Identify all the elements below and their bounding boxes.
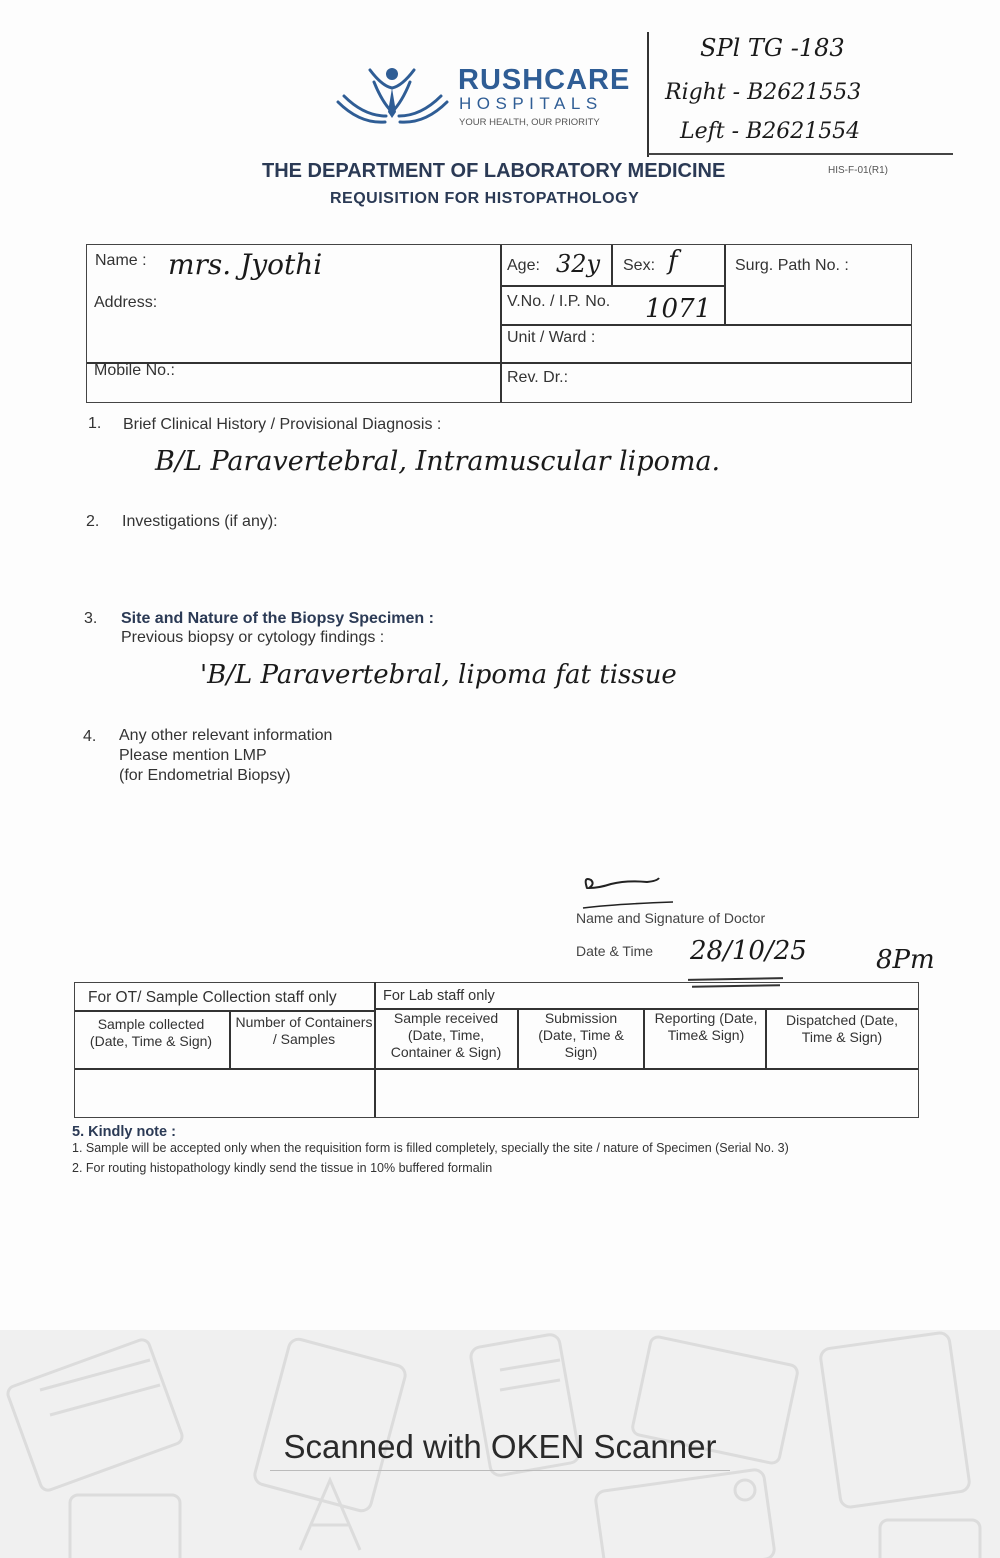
staff-table-divider — [374, 982, 376, 1117]
col-reporting: Reporting (Date, Time& Sign) — [654, 1010, 758, 1043]
ot-staff-header: For OT/ Sample Collection staff only — [88, 989, 337, 1006]
hospital-logo-icon — [330, 62, 455, 132]
patient-table-divider — [501, 285, 725, 287]
col-sample-received: Sample received (Date, Time, Container & Sign) — [390, 1010, 502, 1060]
clinical-history-label: Brief Clinical History / Provisional Diagnosis : — [123, 416, 442, 433]
time-value: 8Pm — [876, 945, 935, 975]
investigations-label: Investigations (if any): — [122, 513, 278, 530]
section-1-number: 1. — [88, 415, 102, 432]
other-info-label: Any other relevant information — [119, 727, 333, 744]
staff-table-divider — [229, 1010, 231, 1068]
date-time-label: Date & Time — [576, 943, 654, 959]
col-submission: Submission (Date, Time & Sign) — [538, 1010, 624, 1060]
biopsy-site-title: Site and Nature of the Biopsy Specimen : — [121, 610, 434, 627]
date-value: 28/10/25 — [690, 936, 807, 966]
patient-table-divider — [611, 245, 613, 285]
doctor-signature — [575, 866, 675, 914]
section-4-number: 4. — [83, 728, 97, 745]
patient-name-value: mrs. Jyothi — [168, 248, 323, 281]
age-value: 32y — [556, 250, 601, 278]
age-label: Age: — [507, 257, 540, 274]
sex-label: Sex: — [623, 257, 656, 274]
vno-value: 1071 — [645, 294, 712, 324]
patient-table-divider — [87, 362, 911, 364]
notes-title: 5. Kindly note : — [72, 1124, 176, 1140]
biopsy-site-value: 'B/L Paravertebral, lipoma fat tissue — [200, 660, 677, 690]
date-underline — [688, 977, 783, 981]
mobile-label: Mobile No.: — [94, 362, 175, 379]
endometrial-label: (for Endometrial Biopsy) — [119, 767, 291, 784]
right-specimen-number: Right - B2621553 — [665, 80, 862, 105]
left-specimen-number: Left - B2621554 — [680, 119, 861, 144]
department-title: THE DEPARTMENT OF LABORATORY MEDICINE — [262, 160, 726, 182]
handwritten-box-underline — [648, 153, 953, 155]
note-item-1: 1. Sample will be accepted only when the requisition form is filled completely, specially the site / nature of Specimen (Serial No. 3) — [72, 1141, 789, 1155]
staff-table-divider — [765, 1008, 767, 1068]
form-code: HIS-F-01(R1) — [828, 165, 889, 176]
handwritten-box-border — [647, 32, 649, 157]
col-number-of-containers: Number of Containers / Samples — [235, 1014, 373, 1047]
doctor-signature-label: Name and Signature of Doctor — [576, 910, 766, 926]
brand-subtitle: HOSPITALS — [459, 94, 603, 113]
col-dispatched: Dispatched (Date, Time & Sign) — [785, 1012, 899, 1045]
scanner-watermark-text: Scanned with OKEN Scanner — [283, 1428, 717, 1465]
note-item-2: 2. For routing histopathology kindly send the tissue in 10% buffered formalin — [72, 1161, 493, 1175]
form-title: REQUISITION FOR HISTOPATHOLOGY — [330, 190, 640, 207]
specimen-reference: SPl TG -183 — [700, 34, 845, 62]
staff-table-divider — [643, 1008, 645, 1068]
col-sample-collected: Sample collected (Date, Time & Sign) — [89, 1016, 213, 1049]
scanner-footer — [0, 1330, 1000, 1558]
name-label: Name : — [95, 252, 147, 269]
brand-tagline: YOUR HEALTH, OUR PRIORITY — [459, 117, 600, 128]
staff-table-divider — [75, 1010, 375, 1012]
rev-dr-label: Rev. Dr.: — [507, 369, 569, 386]
scanner-text-underline — [270, 1470, 730, 1471]
lab-staff-header: For Lab staff only — [383, 988, 495, 1004]
staff-table-divider — [75, 1068, 918, 1070]
lmp-label: Please mention LMP — [119, 747, 267, 764]
previous-biopsy-label: Previous biopsy or cytology findings : — [121, 629, 385, 646]
brand-name: RUSHCARE — [458, 64, 631, 96]
section-3-number: 3. — [84, 610, 98, 627]
surg-path-label: Surg. Path No. : — [735, 257, 849, 274]
vno-label: V.No. / I.P. No. — [507, 293, 611, 310]
unit-ward-label: Unit / Ward : — [507, 329, 596, 346]
section-2-number: 2. — [86, 513, 100, 530]
sex-value: f — [668, 246, 678, 276]
patient-table-divider — [501, 324, 911, 326]
address-label: Address: — [94, 294, 158, 311]
clinical-history-value: B/L Paravertebral, Intramuscular lipoma. — [155, 446, 721, 477]
staff-table-divider — [517, 1008, 519, 1068]
